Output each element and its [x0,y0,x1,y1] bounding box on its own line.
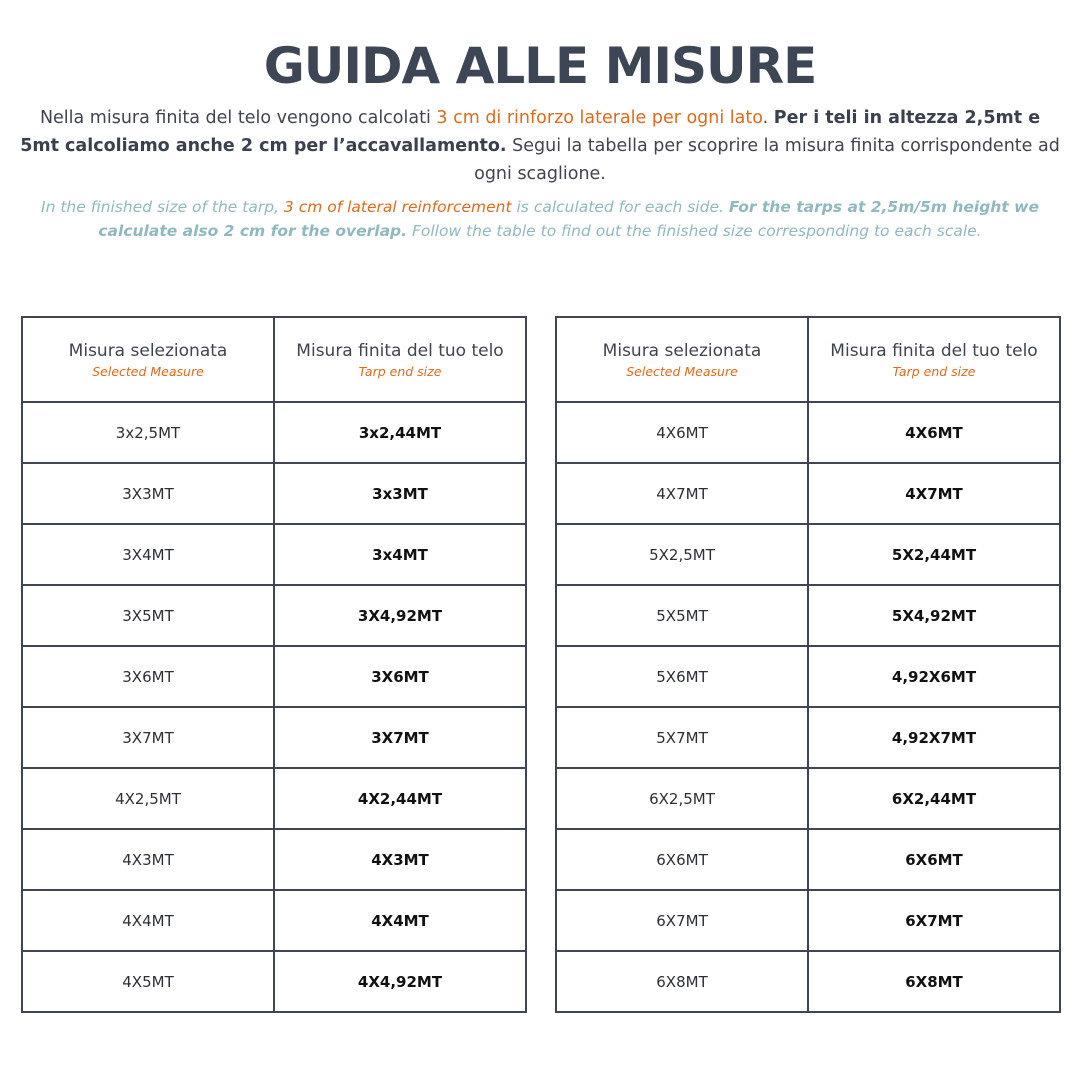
header-selected-english: Selected Measure [92,363,204,379]
header-selected [22,317,274,402]
finished-size-cell: 4X6MT [808,402,1060,463]
table-row [556,463,1060,524]
table-row [22,585,526,646]
selected-size-cell: 4X4MT [22,890,274,951]
table-header-row [22,317,526,402]
intro-it-text-3: Segui la tabella per scoprire la misura finita corrispondente ad ogni scaglione. [474,136,1060,184]
finished-size-cell: 6X7MT [808,890,1060,951]
selected-size-cell: 3X5MT [22,585,274,646]
finished-size-cell: 6X2,44MT [808,768,1060,829]
finished-size-cell: 4X3MT [274,829,526,890]
table-row [22,707,526,768]
intro-it-highlight: 3 cm di rinforzo laterale per ogni lato [436,108,763,128]
selected-size-cell: 5X7MT [556,707,808,768]
table-row [22,646,526,707]
table-row [556,585,1060,646]
table-row [22,463,526,524]
selected-size-cell: 6X8MT [556,951,808,1012]
table-row [556,951,1060,1012]
header-finished-english: Tarp end size [358,363,442,379]
intro-en-text-3: Follow the table to find out the finished size corresponding to each scale. [407,222,982,240]
intro-english [20,195,1060,243]
size-table-right [555,316,1061,1013]
intro-en-bold: For the tarps at 2,5m/5m height we calculate also 2 cm for the overlap. [98,198,1039,240]
finished-size-cell: 3X6MT [274,646,526,707]
selected-size-cell: 5X5MT [556,585,808,646]
table-header-row [556,317,1060,402]
intro-italian [20,104,1060,188]
selected-size-cell: 3X7MT [22,707,274,768]
table-row [22,524,526,585]
finished-size-cell: 6X6MT [808,829,1060,890]
table-row [22,768,526,829]
finished-size-cell: 4X4,92MT [274,951,526,1012]
header-selected-english: Selected Measure [626,363,738,379]
intro-en-highlight: 3 cm of lateral reinforcement [283,198,512,216]
table-row [22,402,526,463]
finished-size-cell: 3x3MT [274,463,526,524]
header-finished-english: Tarp end size [892,363,976,379]
selected-size-cell: 3X3MT [22,463,274,524]
size-table-left [21,316,527,1013]
table-row [556,524,1060,585]
finished-size-cell: 4X7MT [808,463,1060,524]
table-row [556,768,1060,829]
header-finished-label: Misura finita del tuo telo [296,340,504,361]
selected-size-cell: 4X7MT [556,463,808,524]
size-table-left-body [22,402,526,1012]
finished-size-cell: 3X7MT [274,707,526,768]
selected-size-cell: 4X6MT [556,402,808,463]
selected-size-cell: 5X6MT [556,646,808,707]
finished-size-cell: 3X4,92MT [274,585,526,646]
selected-size-cell: 3X6MT [22,646,274,707]
selected-size-cell: 4X2,5MT [22,768,274,829]
intro-it-bold: Per i teli in altezza 2,5mt e 5mt calcoliamo anche 2 cm per l’accavallamento. [20,108,1041,156]
selected-size-cell: 4X5MT [22,951,274,1012]
selected-size-cell: 5X2,5MT [556,524,808,585]
selected-size-cell: 6X7MT [556,890,808,951]
selected-size-cell: 6X6MT [556,829,808,890]
table-row [22,951,526,1012]
selected-size-cell: 3X4MT [22,524,274,585]
table-row [556,402,1060,463]
page-title: GUIDA ALLE MISURE [263,37,817,95]
selected-size-cell: 3x2,5MT [22,402,274,463]
table-row [556,829,1060,890]
header-selected [556,317,808,402]
intro-en-text-2: is calculated for each side. [511,198,729,216]
finished-size-cell: 3x4MT [274,524,526,585]
intro-en-text-1: In the finished size of the tarp, [41,198,284,216]
header-selected-label: Misura selezionata [602,340,762,361]
finished-size-cell: 6X8MT [808,951,1060,1012]
intro-it-text-2: . [762,108,774,128]
header-finished [274,317,526,402]
finished-size-cell: 5X4,92MT [808,585,1060,646]
finished-size-cell: 5X2,44MT [808,524,1060,585]
table-row [556,707,1060,768]
intro-it-text-1: Nella misura finita del telo vengono calcolati [39,108,437,128]
finished-size-cell: 4,92X6MT [808,646,1060,707]
table-row [556,646,1060,707]
finished-size-cell: 3x2,44MT [274,402,526,463]
table-row [22,829,526,890]
size-table-right-body [556,402,1060,1012]
finished-size-cell: 4,92X7MT [808,707,1060,768]
finished-size-cell: 4X2,44MT [274,768,526,829]
header-finished-label: Misura finita del tuo telo [830,340,1038,361]
selected-size-cell: 4X3MT [22,829,274,890]
selected-size-cell: 6X2,5MT [556,768,808,829]
header-finished [808,317,1060,402]
finished-size-cell: 4X4MT [274,890,526,951]
header-selected-label: Misura selezionata [68,340,228,361]
table-row [556,890,1060,951]
table-row [22,890,526,951]
